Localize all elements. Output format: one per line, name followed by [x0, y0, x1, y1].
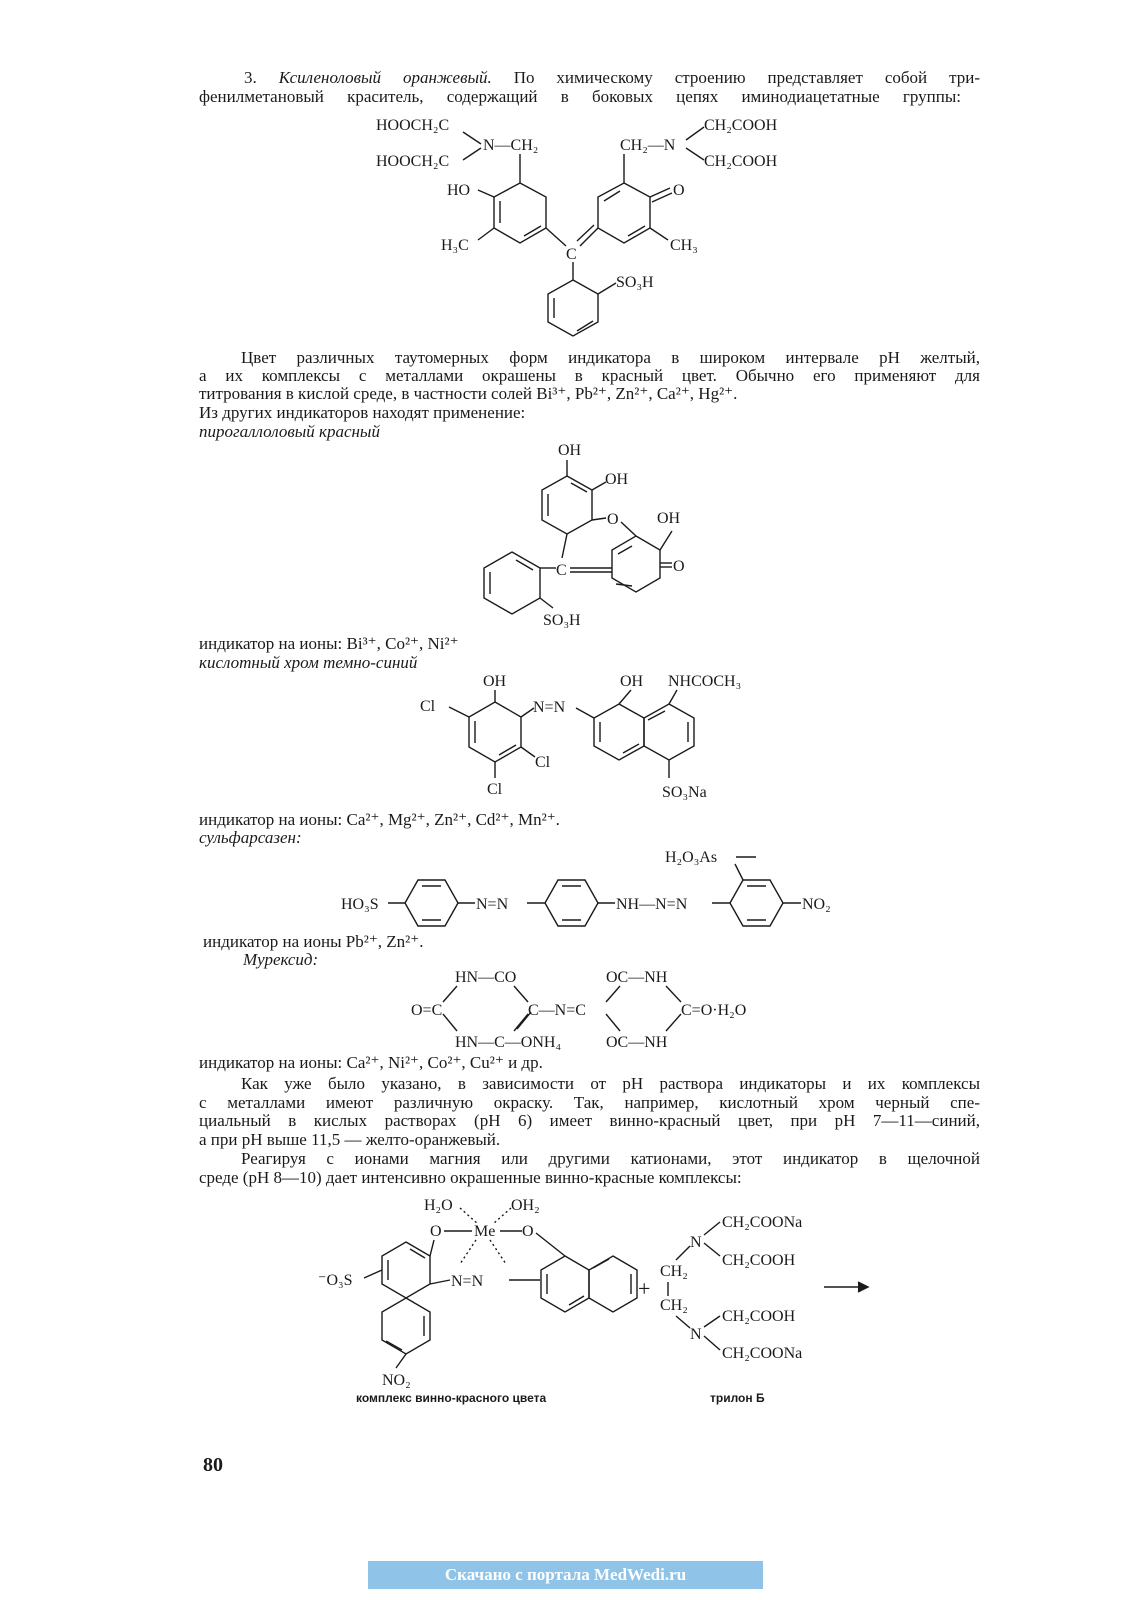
- left-naphthalene-top-ring: [382, 1242, 430, 1298]
- formula-label: Cl: [487, 781, 503, 798]
- text-span: Как уже было указано, в зависимости от pH раствора индикаторы и их комплексы: [241, 1074, 980, 1093]
- formula-label: HN—C—ONH₄: [455, 1034, 562, 1051]
- formula-label: NO₂: [382, 1372, 411, 1389]
- plus-sign: +: [638, 1276, 651, 1301]
- formula-label: Cl: [420, 698, 436, 715]
- text-span: Цвет различных таутомерных форм индикатора в широком интервале pH желтый,: [241, 348, 980, 367]
- caption-trilon: трилон Б: [710, 1391, 765, 1405]
- formula-label: SO₃H: [543, 612, 581, 629]
- formula-label: CH₃: [670, 237, 698, 254]
- text-line: циальный в кислых растворах (pH 6) имеет винно-красный цвет, при pH 7—11—синий,: [199, 1111, 980, 1130]
- page-number: 80: [203, 1454, 223, 1476]
- indicator-name-murexide: Мурексид:: [243, 950, 319, 969]
- left-naphthalene-bottom-ring: [382, 1298, 430, 1354]
- ions-pyrogallol: индикатор на ионы: Bi³⁺, Co²⁺, Ni²⁺: [199, 634, 459, 653]
- right-naphthalene-right-ring: [589, 1256, 637, 1312]
- list-number: 3.: [244, 68, 257, 87]
- indicator-name-pyrogallol: пирогаллоловый красный: [199, 422, 380, 441]
- formula-label: H₂O: [424, 1197, 453, 1214]
- formula-label: CH₂—N: [620, 137, 676, 154]
- text-line: а при pH выше 11,5 — желто-оранжевый.: [199, 1130, 501, 1149]
- text-line: а их комплексы с металлами окрашены в красный цвет. Обычно его применяют для: [199, 366, 980, 385]
- formula-label: HN—CO: [455, 969, 517, 986]
- formula-label: CH₂COONa: [722, 1345, 803, 1362]
- footer-banner[interactable]: Скачано с портала MedWedi.ru: [368, 1561, 763, 1589]
- formula-label: OH: [483, 673, 507, 690]
- formula-label: CH₂COOH: [704, 153, 778, 170]
- formula-label: O=C: [411, 1002, 443, 1019]
- indicator-name-chrome: кислотный хром темно-синий: [199, 653, 418, 672]
- formula-label: CH₂COOH: [722, 1308, 796, 1325]
- formula-label: CH₂COOH: [704, 117, 778, 134]
- formula-label: N=N: [476, 896, 509, 913]
- formula-label: Cl: [535, 754, 551, 771]
- formula-label: OH: [605, 471, 629, 488]
- formula-label: OH: [620, 673, 644, 690]
- formula-label: C: [556, 562, 567, 579]
- formula-label: SO₃Na: [662, 784, 707, 801]
- formula-label: HOOCH₂C: [376, 153, 450, 170]
- formula-label: SO₃H: [616, 274, 654, 291]
- formula-label: C=O·H₂O: [681, 1002, 747, 1019]
- formula-label: H₃C: [441, 237, 469, 254]
- formula-label: OH: [558, 442, 582, 459]
- text-line: Из других индикаторов находят применение:: [199, 403, 526, 422]
- formula-label: NO₂: [802, 896, 831, 913]
- text-line: титрования в кислой среде, в частности солей Bi³⁺, Pb²⁺, Zn²⁺, Ca²⁺, Hg²⁺.: [199, 384, 738, 403]
- formula-label: H₂O₃As: [665, 849, 718, 866]
- formula-label: NHCOCH₃: [668, 673, 742, 690]
- formula-label: N: [690, 1234, 702, 1251]
- formula-label: Me: [474, 1223, 496, 1240]
- caption-complex: комплекс винно-красного цвета: [356, 1391, 547, 1405]
- formula-label: N=N: [533, 699, 566, 716]
- formula-label: N—CH₂: [483, 137, 539, 154]
- formula-label: N: [690, 1326, 702, 1343]
- formula-label: HO: [447, 182, 471, 199]
- text-line: среде (pH 8—10) дает интенсивно окрашенные винно-красные комплексы:: [199, 1168, 742, 1187]
- formula-label: OH₂: [511, 1197, 540, 1214]
- formula-label: O: [430, 1223, 442, 1240]
- indicator-name-sulfarsazen: сульфарсазен:: [199, 828, 302, 847]
- formula-label: O: [673, 182, 685, 199]
- formula-label: CH₂COONa: [722, 1214, 803, 1231]
- ions-sulfarsazen: индикатор на ионы Pb²⁺, Zn²⁺.: [203, 932, 424, 951]
- formula-label: OC—NH: [606, 1034, 668, 1051]
- formula-label: O: [673, 558, 685, 575]
- formula-label: C: [566, 246, 577, 263]
- formula-label: CH₂: [660, 1263, 688, 1280]
- formula-label: OH: [657, 510, 681, 527]
- formula-label: CH₂: [660, 1297, 688, 1314]
- formula-label: N=N: [451, 1273, 484, 1290]
- formula-label: ⁻O₃S: [318, 1272, 353, 1289]
- formula-label: NH—N=N: [616, 896, 688, 913]
- ions-murexide: индикатор на ионы: Ca²⁺, Ni²⁺, Co²⁺, Cu²⁺ и др.: [199, 1053, 543, 1072]
- formula-label: O: [522, 1223, 534, 1240]
- xylenol-title: Ксиленоловый оранжевый.: [278, 68, 492, 87]
- formula-label: OC—NH: [606, 969, 668, 986]
- formula-label: HOOCH₂C: [376, 117, 450, 134]
- formula-label: CH₂COOH: [722, 1252, 796, 1269]
- text-line: По химическому строению представляет собой три-: [513, 68, 981, 87]
- text-line: с металлами имеют различную окраску. Так, например, кислотный хром черный спе-: [199, 1093, 980, 1112]
- text-span: Реагируя с ионами магния или другими катионами, этот индикатор в щелочной: [241, 1149, 980, 1168]
- right-naphthalene-left-ring: [541, 1256, 589, 1312]
- formula-label: C—N=C: [528, 1002, 586, 1019]
- text-line: фенилметановый краситель, содержащий в боковых цепях иминодиацетатные группы:: [199, 87, 961, 106]
- ions-chrome: индикатор на ионы: Ca²⁺, Mg²⁺, Zn²⁺, Cd²⁺, Mn²⁺.: [199, 810, 560, 829]
- formula-label: HO₃S: [341, 896, 379, 913]
- formula-label: O: [607, 511, 619, 528]
